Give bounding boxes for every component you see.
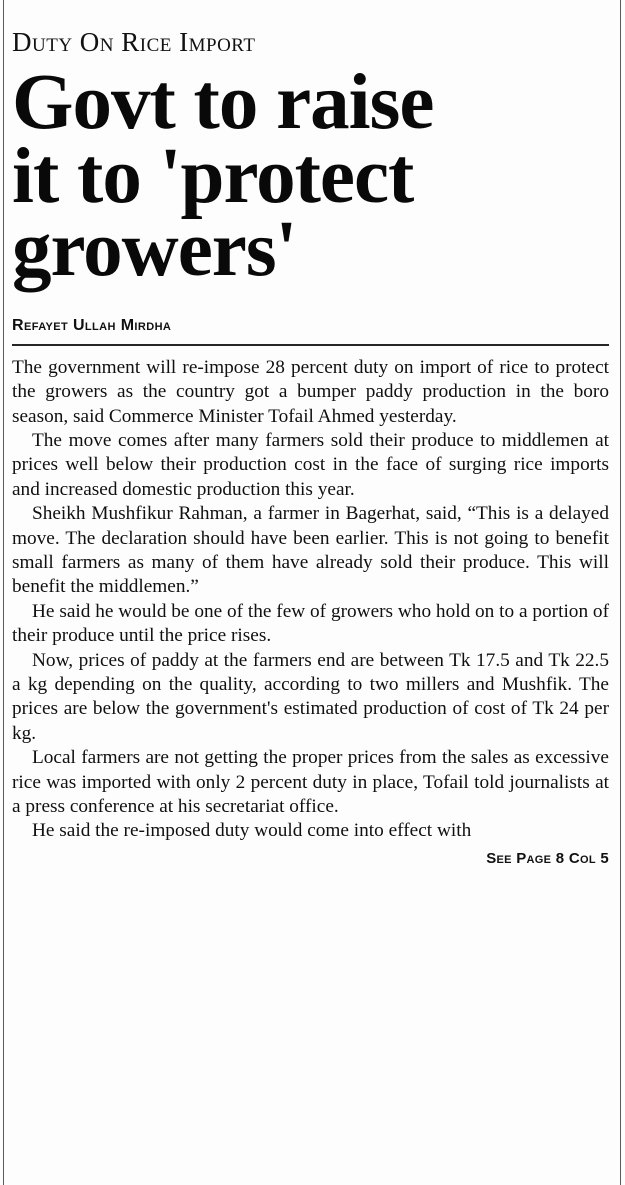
article-paragraph: The move comes after many farmers sold their produce to middlemen at prices well below their production cost in the face of surging rice imports and increased domestic production this year. [12, 429, 609, 500]
column-rule-right [620, 0, 621, 1185]
headline-line-3: growers' [12, 206, 297, 294]
byline-divider [12, 344, 609, 346]
article-headline [12, 59, 609, 294]
article-paragraph: Now, prices of paddy at the farmers end are between Tk 17.5 and Tk 22.5 a kg depending on the quality, according to two millers and Mushfik. The prices are below the government's estimated production of cost of Tk 24 per kg. [12, 649, 609, 744]
article-paragraph: He said the re-imposed duty would come into effect with [32, 820, 472, 842]
article-kicker: Duty On Rice Import [12, 27, 256, 57]
article-byline: Refayet Ullah Mirdha [12, 316, 172, 334]
article-paragraph: The government will re-impose 28 percent duty on import of rice to protect the growers as the country got a bumper paddy production in the boro season, said Commerce Minister Tofail Ahmed yesterday. [12, 356, 609, 427]
continuation-note: See Page 8 Col 5 [486, 849, 609, 867]
headline-line-2: it to 'protect [12, 132, 414, 220]
headline-line-1: Govt to raise [12, 59, 434, 147]
article-body [12, 356, 609, 844]
article [12, 14, 609, 867]
article-paragraph: He said he would be one of the few of growers who hold on to a portion of their produce until the price rises. [12, 600, 609, 647]
article-paragraph: Local farmers are not getting the proper prices from the sales as excessive rice was imported with only 2 percent duty in place, Tofail told journalists at a press conference at his secretariat office. [12, 747, 609, 818]
article-paragraph: Sheikh Mushfikur Rahman, a farmer in Bagerhat, said, “This is a delayed move. The declaration should have been earlier. This is not going to benefit small farmers as many of them have already sold their produce. This will benefit the middlemen.” [12, 503, 609, 598]
column-rule-left [3, 0, 4, 1185]
